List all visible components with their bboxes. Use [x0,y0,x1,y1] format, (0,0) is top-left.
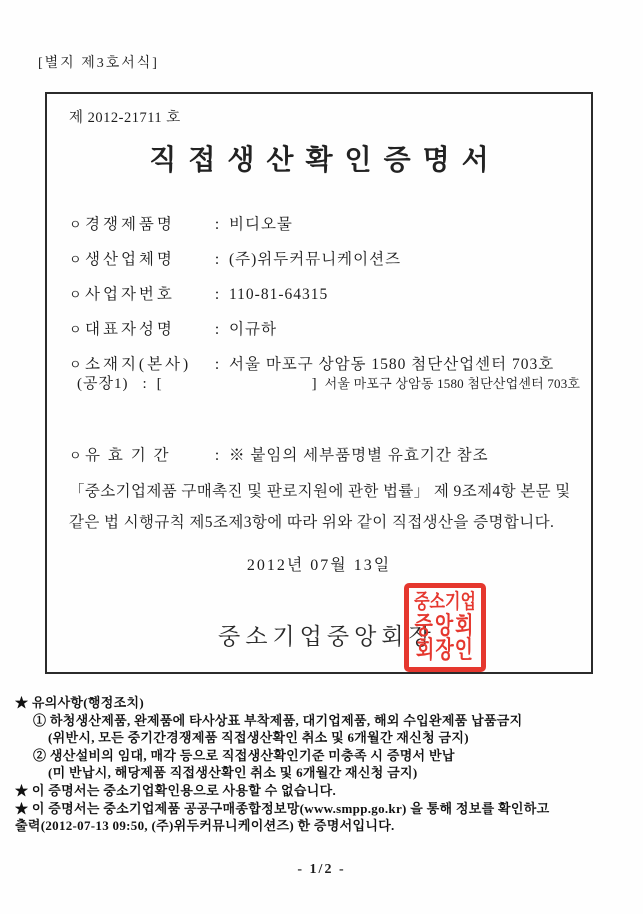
field-value-address-hq: 서울 마포구 상암동 1580 첨단산업센터 703호 [229,356,555,373]
validity-label: 유 효 기 간 [85,447,171,464]
field-colon: : [214,216,220,233]
field-label-representative: 대표자성명 [85,321,175,338]
field-row-representative [69,317,577,352]
field-colon: : [214,321,220,338]
seal-text-line2: 중앙회 [414,612,476,640]
field-value-manufacturer: (주)위두커뮤니케이션즈 [229,251,402,268]
note-star-2-continued: 출력(2012-07-13 09:50, (주)위두커뮤니케이션즈) 한 증명서입니다. [15,818,395,834]
issue-date: 2012년 07월 13일 [246,557,392,574]
bullet-marker: ㅇ [69,252,82,267]
field-list [69,212,577,387]
bullet-marker: ㅇ [69,448,82,463]
certificate-frame [45,92,593,674]
bullet-marker: ㅇ [69,287,82,302]
note-star-2: ★ 이 증명서는 중소기업제품 공공구매종합정보망(www.smpp.go.kr) 을 통해 정보를 확인하고 [15,800,550,816]
seal-text-line3: 회장인 [415,637,475,664]
note-item-2: ② 생산설비의 임대, 매각 등으로 직접생산확인기준 미충족 시 증명서 반납 [33,747,455,763]
field-row-business-number [69,282,577,317]
note-item-2-sub: (미 반납시, 해당제품 직접생산확인 취소 및 6개월간 재신청 금지) [48,765,418,781]
factory-label: (공장1) [77,376,129,392]
statement-line-1: 「중소기업제품 구매촉진 및 판로지원에 관한 법률」 제 9조제4항 본문 및 [69,483,571,500]
factory-address-value: 서울 마포구 상암동 1580 첨단산업센터 703호 [324,376,581,391]
field-label-business-number: 사업자번호 [85,286,175,303]
note-item-1-sub: (위반시, 모든 중기간경쟁제품 직접생산확인 취소 및 6개월간 재신청 금지) [48,730,469,746]
validity-colon: : [214,447,220,464]
form-type-label: [별지 제3호서식] [38,56,159,71]
certification-statement [69,476,575,538]
notes-heading: ★ 유의사항(행정조치) [15,695,144,710]
bullet-marker: ㅇ [69,217,82,232]
factory-bracket-close: ] [311,376,317,392]
field-colon: : [214,356,220,373]
document-title: 직접생산확인증명서 [149,145,501,176]
official-red-seal [404,583,486,672]
validity-value: ※ 붙임의 세부품명별 유효기간 참조 [229,447,489,464]
field-value-business-number: 110-81-64315 [229,286,329,303]
bullet-marker: ㅇ [69,357,82,372]
field-colon: : [214,251,220,268]
statement-line-2: 같은 법 시행규칙 제5조제3항에 따라 위와 같이 직접생산을 증명합니다. [69,514,555,531]
field-row-validity [69,443,489,465]
certificate-number: 제 2012-21711 호 [69,110,181,126]
field-row-competing-product [69,212,577,247]
factory-bracket-open: [ [156,376,162,392]
note-star-1: ★ 이 증명서는 중소기업확인용으로 사용할 수 없습니다. [15,782,337,798]
field-row-factory1 [77,372,587,393]
issuer-name: 중소기업중앙회장 [218,624,436,649]
factory-colon: : [142,376,147,392]
field-value-representative: 이규하 [229,321,277,338]
field-label-address-hq: 소재지(본사) [85,356,192,373]
field-label-competing-product: 경쟁제품명 [85,216,175,233]
field-colon: : [214,286,220,303]
field-label-manufacturer: 생산업체명 [85,251,175,268]
field-value-competing-product: 비디오물 [229,216,293,233]
page-number: - 1/2 - [297,862,346,877]
seal-text-line1: 중소기업 [414,592,476,614]
caution-notes [15,694,635,835]
bullet-marker: ㅇ [69,322,82,337]
note-item-1: ① 하청생산제품, 완제품에 타사상표 부착제품, 대기업제품, 해외 수입완제품 납품금지 [33,712,523,728]
field-row-manufacturer [69,247,577,282]
